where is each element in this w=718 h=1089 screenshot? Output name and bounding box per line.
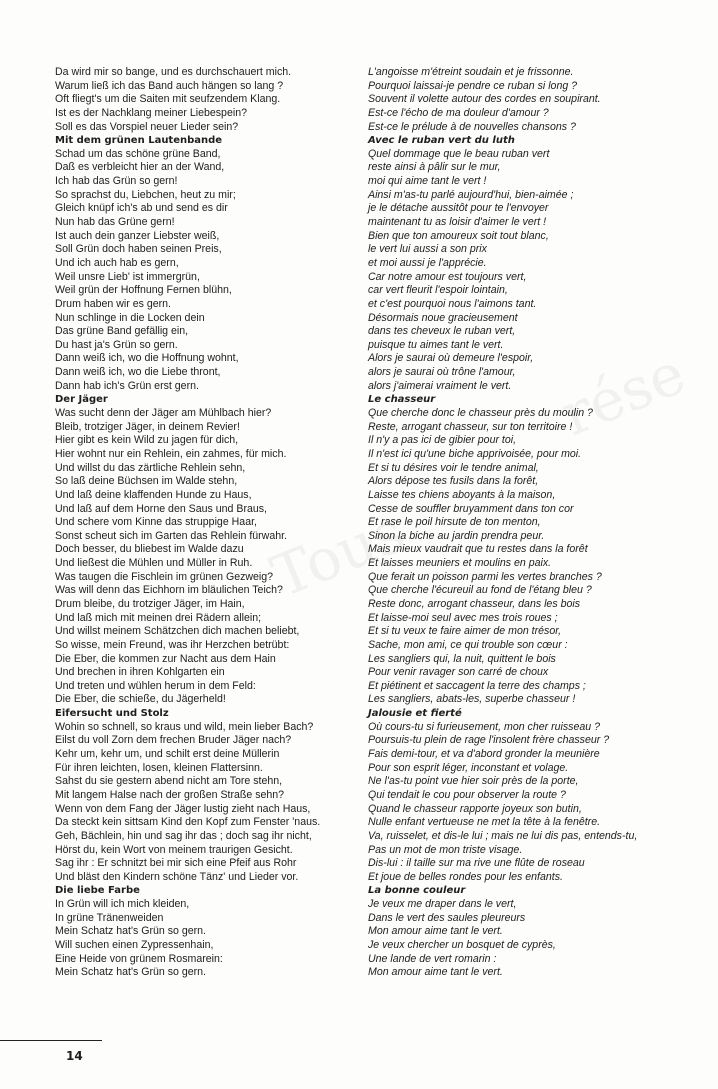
verse-line: Bleib, trotziger Jäger, in deinem Revier! (55, 420, 240, 433)
verse-line: Et joue de belles rondes pour les enfants. (368, 870, 563, 883)
verse-line: je le détache aussitôt pour te l'envoyer (368, 202, 549, 215)
verse-line: Wohin so schnell, so kraus und wild, mein lieber Bach? (55, 720, 314, 733)
section-heading: Eifersucht und Stolz (55, 708, 169, 720)
verse-line: So sprachst du, Liebchen, heut zu mir; (55, 188, 236, 201)
verse-line: Désormais noue gracieusement (368, 311, 518, 324)
page-number: 14 (66, 1049, 83, 1063)
verse-line: Mon amour aime tant le vert. (368, 925, 503, 938)
verse-line: In grüne Tränenweiden (55, 911, 164, 924)
verse-line: Ist es der Nachklang meiner Liebespein? (55, 106, 247, 119)
verse-line: Was sucht denn der Jäger am Mühlbach hier? (55, 407, 272, 420)
verse-line: Et piétinent et saccagent la terre des champs ; (368, 679, 586, 692)
verse-line: Ne l'as-tu point vue hier soir près de la porte, (368, 775, 579, 788)
verse-line: Et laisse-moi seul avec mes trois roues ; (368, 611, 558, 624)
section-heading: Der Jäger (55, 394, 108, 406)
verse-line: Ist auch dein ganzer Liebster weiß, (55, 229, 220, 242)
verse-line: Eine Heide von grünem Rosmarein: (55, 952, 223, 965)
verse-line: Wenn von dem Fang der Jäger lustig zieht nach Haus, (55, 802, 311, 815)
section-heading: Le chasseur (368, 394, 436, 406)
verse-line: Je veux me draper dans le vert, (368, 898, 517, 911)
verse-line: reste ainsi à pâlir sur le mur, (368, 161, 501, 174)
verse-line: le vert lui aussi a son prix (368, 243, 487, 256)
verse-line: Cesse de souffler bruyamment dans ton cor (368, 502, 574, 515)
verse-line: Und laß mich mit meinen drei Rädern allein; (55, 611, 262, 624)
verse-line: Qui tendait le cou pour observer la route ? (368, 788, 566, 801)
verse-line: Und bläst den Kindern schöne Tänz' und Lieder vor. (55, 870, 299, 883)
verse-line: Und laß auf dem Horne den Saus und Braus, (55, 502, 267, 515)
verse-line: Reste donc, arrogant chasseur, dans les bois (368, 597, 580, 610)
verse-line: Und willst meinem Schätzchen dich machen beliebt, (55, 625, 300, 638)
verse-line: alors je saurai où trône l'amour, (368, 366, 516, 379)
verse-line: Soll es das Vorspiel neuer Lieder sein? (55, 120, 239, 133)
verse-line: Que cherche donc le chasseur près du moulin ? (368, 407, 593, 420)
verse-line: Bien que ton amoureux soit tout blanc, (368, 229, 549, 242)
verse-line: Für ihren leichten, losen, kleinen Flattersinn. (55, 761, 263, 774)
verse-line: Die Eber, die schieße, du Jägerheld! (55, 693, 226, 706)
verse-line: So wisse, mein Freund, was ihr Herzchen betrübt: (55, 638, 290, 651)
verse-line: Schad um das schöne grüne Band, (55, 147, 221, 160)
verse-line: Mais mieux vaudrait que tu restes dans la forêt (368, 543, 588, 556)
verse-line: Poursuis-tu plein de rage l'insolent frère chasseur ? (368, 734, 610, 747)
verse-line: Doch besser, du bliebest im Walde dazu (55, 543, 244, 556)
verse-line: Du hast ja's Grün so gern. (55, 338, 178, 351)
verse-line: Oft fliegt's um die Saiten mit seufzendem Klang. (55, 93, 281, 106)
watermark-right: rése (551, 338, 695, 450)
verse-line: Quel dommage que le beau ruban vert (368, 147, 550, 160)
verse-line: car vert fleurit l'espoir lointain, (368, 284, 508, 297)
verse-line: Est-ce le prélude à de nouvelles chansons ? (368, 120, 576, 133)
verse-line: Que cherche l'écureuil au fond de l'étang bleu ? (368, 584, 592, 597)
verse-line: Pour son esprit léger, inconstant et volage. (368, 761, 569, 774)
verse-line: Was will denn das Eichhorn im bläulichen Teich? (55, 584, 283, 597)
verse-line: Daß es verbleicht hier an der Wand, (55, 161, 225, 174)
verse-line: Sinon la biche au jardin prendra peur. (368, 529, 545, 542)
verse-line: Reste, arrogant chasseur, sur ton territoire ! (368, 420, 573, 433)
verse-line: Ich hab das Grün so gern! (55, 175, 178, 188)
verse-line: Hier gibt es kein Wild zu jagen für dich, (55, 434, 239, 447)
verse-line: Weil grün der Hoffnung Fernen blühn, (55, 284, 232, 297)
verse-line: Und brechen in ihren Kohlgarten ein (55, 666, 225, 679)
verse-line: Va, ruisselet, et dis-le lui ; mais ne lui dis pas, entends-tu, (368, 829, 638, 842)
verse-line: Mein Schatz hat's Grün so gern. (55, 966, 206, 979)
verse-line: Ainsi m'as-tu parlé aujourd'hui, bien-aimée ; (368, 188, 574, 201)
verse-line: Dis-lui : il taille sur ma rive une flûte de roseau (368, 857, 585, 870)
verse-line: Das grüne Band gefällig ein, (55, 325, 189, 338)
verse-line: Mein Schatz hat's Grün so gern. (55, 925, 206, 938)
section-heading: Jalousie et fierté (368, 708, 462, 720)
section-heading: Mit dem grünen Lautenbande (55, 135, 223, 147)
verse-line: Und ich auch hab es gern, (55, 256, 179, 269)
verse-line: Sag ihr : Er schnitzt bei mir sich eine Pfeif aus Rohr (55, 857, 297, 870)
verse-line: Und laß deine klaffenden Hunde zu Haus, (55, 488, 252, 501)
verse-line: So laß deine Büchsen im Walde stehn, (55, 475, 238, 488)
verse-line: Geh, Bächlein, hin und sag ihr das ; doch sag ihr nicht, (55, 829, 312, 842)
verse-line: Quand le chasseur rapporte joyeux son butin, (368, 802, 582, 815)
verse-line: Alors je saurai où demeure l'espoir, (368, 352, 534, 365)
verse-line: Hörst du, kein Wort von meinem traurigen Gesicht. (55, 843, 293, 856)
verse-line: Mon amour aime tant le vert. (368, 966, 503, 979)
verse-line: Nulle enfant vertueuse ne met la tête à la fenêtre. (368, 816, 601, 829)
verse-line: Da wird mir so bange, und es durchschauert mich. (55, 66, 292, 78)
verse-line: Alors dépose tes fusils dans la forêt, (368, 475, 539, 488)
verse-line: Und schere vom Kinne das struppige Haar, (55, 516, 257, 529)
section-heading: Avec le ruban vert du luth (368, 135, 515, 147)
verse-line: Souvent il volette autour des cordes en soupirant. (368, 93, 601, 106)
verse-line: Und ließest die Mühlen und Müller in Ruh. (55, 557, 253, 570)
verse-line: Nun hab das Grüne gern! (55, 216, 175, 229)
verse-line: Eilst du voll Zorn dem frechen Bruder Jäger nach? (55, 734, 292, 747)
verse-line: Je veux chercher un bosquet de cyprès, (368, 939, 556, 951)
verse-line: Est-ce l'écho de ma douleur d'amour ? (368, 106, 549, 119)
verse-line: Will suchen einen Zypressenhain, (55, 939, 214, 951)
verse-line: Drum haben wir es gern. (55, 297, 171, 310)
verse-line: Et si tu désires voir le tendre animal, (368, 461, 539, 474)
verse-line: Die Eber, die kommen zur Nacht aus dem Hain (55, 652, 276, 665)
verse-line: Da steckt kein sittsam Kind den Kopf zum Fenster 'naus. (55, 816, 321, 829)
verse-line: Soll Grün doch haben seinen Preis, (55, 243, 222, 256)
verse-line: et c'est pourquoi nous l'aimons tant. (368, 297, 537, 310)
verse-line: Mit langem Halse nach der großen Straße sehn? (55, 788, 285, 801)
verse-line: Car notre amour est toujours vert, (368, 270, 527, 283)
verse-line: Pas un mot de mon triste visage. (368, 843, 523, 856)
verse-line: Hier wohnt nur ein Rehlein, ein zahmes, für mich. (55, 447, 287, 460)
verse-line: Dans le vert des saules pleureurs (368, 911, 526, 924)
verse-line: Que ferait un poisson parmi les vertes branches ? (368, 570, 602, 583)
verse-line: Nun schlinge in die Locken dein (55, 311, 205, 324)
verse-line: Pourquoi laissai-je pendre ce ruban si long ? (368, 79, 578, 92)
footer-rule (0, 1040, 102, 1041)
verse-line: Gleich knüpf ich's ab und send es dir (55, 202, 228, 215)
verse-line: et moi aussi je l'apprécie. (368, 256, 487, 269)
verse-line: Dann hab ich's Grün erst gern. (55, 379, 199, 392)
verse-line: dans tes cheveux le ruban vert, (368, 325, 516, 338)
verse-line: Dann weiß ich, wo die Hoffnung wohnt, (55, 352, 239, 365)
verse-line: moi qui aime tant le vert ! (368, 175, 487, 188)
verse-line: Et rase le poil hirsute de ton menton, (368, 516, 541, 529)
verse-line: Laisse tes chiens aboyants à la maison, (368, 488, 556, 501)
section-heading: La bonne couleur (368, 885, 466, 897)
verse-line: Les sangliers qui, la nuit, quittent le bois (368, 652, 556, 665)
verse-line: Et si tu veux te faire aimer de mon trésor, (368, 625, 562, 638)
german-text-column (55, 66, 355, 980)
verse-line: Fais demi-tour, et va d'abord gronder la meunière (368, 748, 600, 761)
verse-line: In Grün will ich mich kleiden, (55, 898, 190, 911)
watermark-center: Tous (262, 496, 415, 612)
verse-line: Les sangliers, abats-les, superbe chasseur ! (368, 693, 576, 706)
verse-line: Und willst du das zärtliche Rehlein sehn, (55, 461, 246, 474)
verse-line: Une lande de vert romarin : (368, 952, 497, 965)
verse-line: Kehr um, kehr um, und schilt erst deine Müllerin (55, 748, 280, 761)
verse-line: maintenant tu as loisir d'aimer le vert ! (368, 216, 547, 229)
verse-line: Dann weiß ich, wo die Liebe thront, (55, 366, 221, 379)
verse-line: Drum bleibe, du trotziger Jäger, im Hain, (55, 597, 245, 610)
verse-line: L'angoisse m'étreint soudain et je frissonne. (368, 66, 574, 78)
verse-line: Was taugen die Fischlein im grünen Gezweig? (55, 570, 274, 583)
verse-line: alors j'aimerai vraiment le vert. (368, 379, 512, 392)
verse-line: Pour venir ravager son carré de choux (368, 666, 549, 679)
verse-line: puisque tu aimes tant le vert. (368, 338, 504, 351)
verse-line: Où cours-tu si furieusement, mon cher ruisseau ? (368, 720, 600, 733)
section-heading: Die liebe Farbe (55, 885, 140, 897)
verse-line: Il n'est ici qu'une biche apprivoisée, pour moi. (368, 447, 582, 460)
verse-line: Et laisses meuniers et moulins en paix. (368, 557, 552, 570)
verse-line: Sahst du sie gestern abend nicht am Tore stehn, (55, 775, 283, 788)
verse-line: Und treten und wühlen herum in dem Feld: (55, 679, 256, 692)
verse-line: Il n'y a pas ici de gibier pour toi, (368, 434, 517, 447)
verse-line: Sache, mon ami, ce qui trouble son cœur : (368, 638, 568, 651)
verse-line: Warum ließ ich das Band auch hängen so lang ? (55, 79, 284, 92)
verse-line: Sonst scheut sich im Garten das Rehlein fürwahr. (55, 529, 287, 542)
french-text-column (368, 66, 713, 980)
verse-line: Weil unsre Lieb' ist immergrün, (55, 270, 200, 283)
